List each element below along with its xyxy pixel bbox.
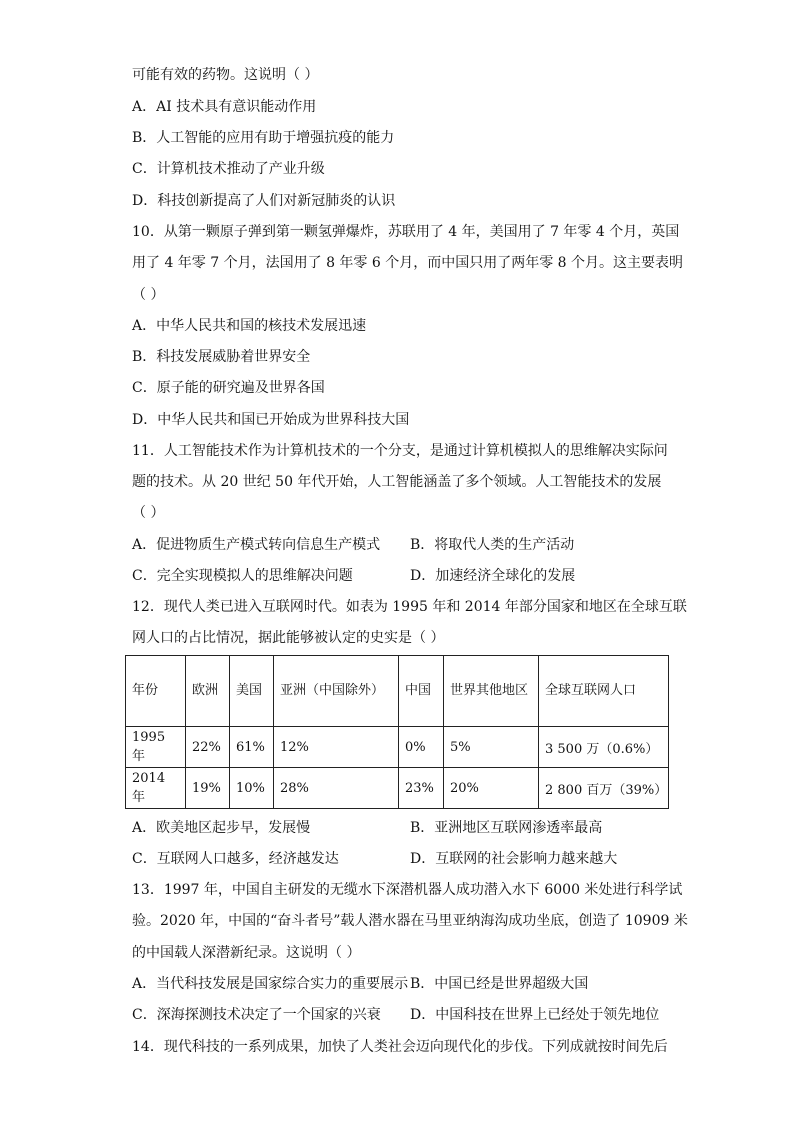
q13-option-a: A．当代科技发展是国家综合实力的重要展示 [132,976,409,992]
header-rest-of-world: 世界其他地区 [444,656,539,727]
q13-stem-line-1: 13．1997 年，中国自主研发的无缆水下深潜机器人成功潜入水下 6000 米处进行科学试 [132,882,683,898]
cell-china: 0% [399,727,444,768]
cell-year: 1995 年 [126,727,186,768]
q13-stem-line-2: 验。2020 年，中国的“奋斗者号”载人潜水器在马里亚纳海沟成功坐底，创造了 10909 米 [132,913,688,929]
header-usa: 美国 [230,656,274,727]
internet-population-table [125,655,669,809]
q10-stem-line-1: 10．从第一颗原子弹到第一颗氢弹爆炸，苏联用了 4 年，美国用了 7 年零 4 个月，英国 [132,224,680,240]
q10-stem-line-2: 用了 4 年零 7 个月，法国用了 8 年零 6 个月，而中国只用了两年零 8 个月。这主要表明 [132,255,684,271]
header-europe: 欧洲 [186,656,230,727]
header-global-internet-population: 全球互联网人口 [539,656,669,727]
table-row [126,768,669,809]
q11-option-c: C．完全实现模拟人的思维解决问题 [132,568,353,584]
table-header-row [126,656,669,727]
q12-option-a: A．欧美地区起步早，发展慢 [132,820,311,836]
q11-option-b: B．将取代人类的生产活动 [410,537,575,553]
cell-asia-ex-china: 28% [274,768,399,809]
q12-stem-line-2: 网人口的占比情况，据此能够被认定的史实是（ ） [132,630,445,646]
q12-option-c: C．互联网人口越多，经济越发达 [132,851,339,867]
q11-option-a: A．促进物质生产模式转向信息生产模式 [132,537,381,553]
q9-option-d: D．科技创新提高了人们对新冠肺炎的认识 [132,193,396,209]
q12-option-b: B．亚洲地区互联网渗透率最高 [410,820,603,836]
cell-europe: 22% [186,727,230,768]
cell-rest-of-world: 20% [444,768,539,809]
q13-option-d: D．中国科技在世界上已经处于领先地位 [410,1007,660,1023]
q9-option-b: B．人工智能的应用有助于增强抗疫的能力 [132,130,395,146]
cell-global: 2 800 百万（39%） [539,768,669,809]
q10-option-b: B．科技发展威胁着世界安全 [132,349,311,365]
q11-option-d: D．加速经济全球化的发展 [410,568,576,584]
q11-stem-line-3: （ ） [132,505,165,521]
q9-stem-tail: 可能有效的药物。这说明（ ） [132,67,319,83]
q10-option-d: D．中华人民共和国已开始成为世界科技大国 [132,412,410,428]
cell-year: 2014 年 [126,768,186,809]
table-row [126,727,669,768]
q10-stem-line-3: （ ） [132,287,165,303]
q10-option-a: A．中华人民共和国的核技术发展迅速 [132,318,367,334]
q13-option-b: B．中国已经是世界超级大国 [410,976,589,992]
q14-stem-line-1: 14．现代科技的一系列成果，加快了人类社会迈向现代化的步伐。下列成就按时间先后 [132,1039,668,1055]
q10-option-c: C．原子能的研究遍及世界各国 [132,380,325,396]
q11-stem-line-2: 题的技术。从 20 世纪 50 年代开始，人工智能涵盖了多个领域。人工智能技术的发展 [132,474,662,490]
q11-stem-line-1: 11．人工智能技术作为计算机技术的一个分支，是通过计算机模拟人的思维解决实际问 [132,443,668,459]
q12-option-d: D．互联网的社会影响力越来越大 [410,851,618,867]
header-china: 中国 [399,656,444,727]
q9-option-a: A．AI 技术具有意识能动作用 [132,99,317,115]
cell-europe: 19% [186,768,230,809]
q9-option-c: C．计算机技术推动了产业升级 [132,161,325,177]
q13-stem-line-3: 的中国载人深潜新纪录。这说明（ ） [132,945,361,961]
cell-china: 23% [399,768,444,809]
header-asia-ex-china: 亚洲（中国除外） [274,656,399,727]
q12-stem-line-1: 12．现代人类已进入互联网时代。如表为 1995 年和 2014 年部分国家和地区在全球互联 [132,599,687,615]
q13-option-c: C．深海探测技术决定了一个国家的兴衰 [132,1007,381,1023]
header-year: 年份 [126,656,186,727]
cell-rest-of-world: 5% [444,727,539,768]
cell-usa: 61% [230,727,274,768]
cell-asia-ex-china: 12% [274,727,399,768]
cell-usa: 10% [230,768,274,809]
cell-global: 3 500 万（0.6%） [539,727,669,768]
